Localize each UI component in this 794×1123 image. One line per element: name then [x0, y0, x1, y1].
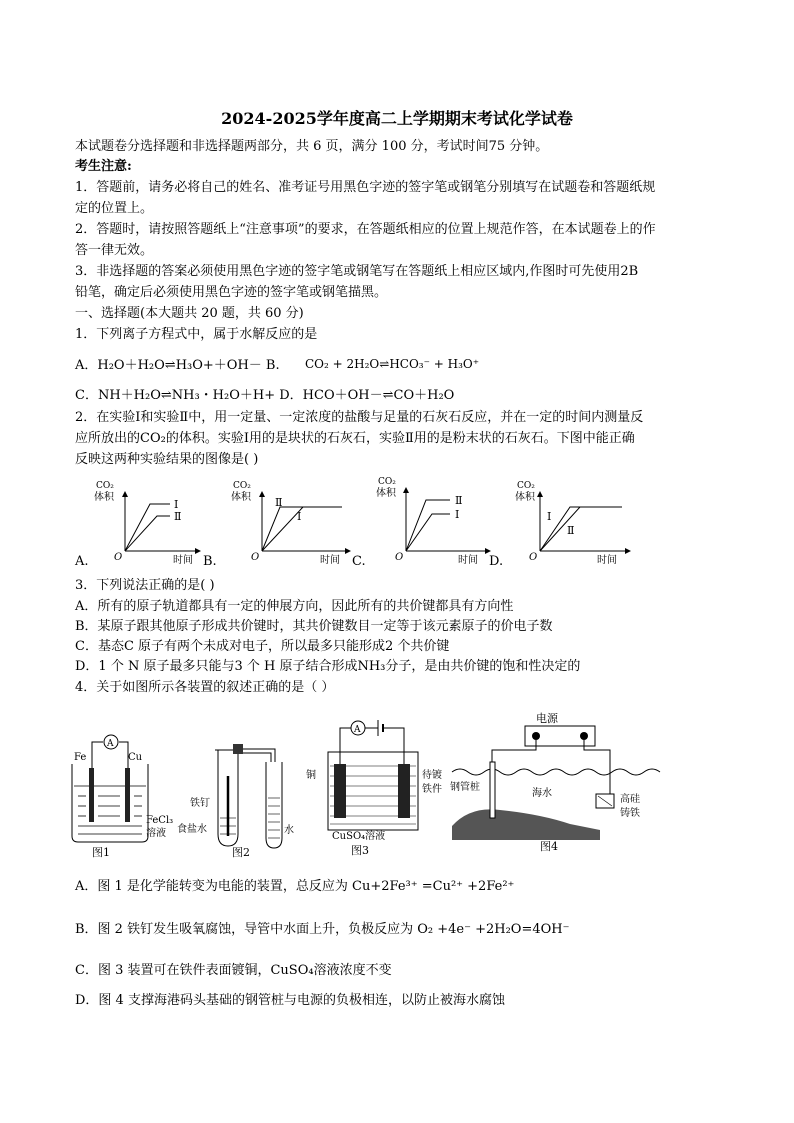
q3-option-b: B．某原子跟其他原子形成共价键时，其共价键数目一定等于该元素原子的价电子数	[75, 619, 553, 634]
ammeter-label: A	[354, 725, 361, 735]
q2-graphs	[70, 476, 690, 572]
q2-line: 反映这两种实验结果的图像是( )	[75, 452, 259, 467]
q4-figures	[70, 706, 670, 862]
figure-2	[177, 744, 294, 859]
sea-label: 海水	[532, 788, 552, 799]
notice-line: 定的位置上。	[75, 201, 154, 216]
y-label-volume: 体积	[515, 492, 535, 503]
water-label: 水	[284, 825, 294, 836]
q1-option-b: CO₂ + 2H₂O⇌HCO₃⁻ + H₃O⁺	[305, 357, 480, 371]
plating-label: 待镀	[422, 770, 442, 781]
notice-line: 2．答题时，请按照答题纸上“注意事项”的要求，在答题纸相应的位置上规范作答，在本试题卷上的作	[75, 222, 656, 237]
iron-label: 铸铁	[620, 808, 640, 819]
y-label-co2: CO₂	[233, 481, 251, 491]
y-label-volume: 体积	[231, 492, 251, 503]
x-label-time: 时间	[173, 555, 193, 566]
iron-electrode	[398, 764, 410, 818]
salt-water-label: 食盐水	[177, 824, 207, 835]
figure-caption: 图1	[92, 846, 110, 859]
notice-line: 铅笔，确定后必须使用黑色字迹的签字笔或钢笔描黑。	[75, 285, 388, 300]
curve-2-label: Ⅱ	[174, 510, 182, 523]
q1-option-cd: C．NH＋H₂O⇌NH₃・H₂O＋H+ D．HCO＋OH－⇌CO＋H₂O	[75, 388, 455, 403]
q4-option-a: A．图 1 是化学能转变为电能的装置，总反应为 Cu+2Fe³⁺ =Cu²⁺ +2Fe²⁺	[75, 879, 515, 894]
notice-line: 答一律无效。	[75, 243, 154, 258]
origin-label: O	[395, 552, 404, 563]
figure-caption: 图4	[540, 840, 558, 853]
origin-label: O	[529, 552, 538, 563]
cu-electrode	[125, 768, 130, 822]
q2-line: 应所放出的CO₂的体积。实验Ⅰ用的是块状的石灰石，实验Ⅱ用的是粉末状的石灰石。下图中能正确	[75, 431, 635, 446]
plating-label: 铁件	[422, 784, 442, 795]
figure-caption: 图3	[351, 844, 369, 857]
q3-option-a: A．所有的原子轨道都具有一定的伸展方向，因此所有的共价键都具有方向性	[75, 599, 514, 614]
notice-line: 3．非选择题的答案必须使用黑色字迹的签字笔或钢笔写在答题纸上相应区域内,作图时可先使用2B	[75, 264, 639, 279]
solution-label: CuSO₄溶液	[332, 831, 386, 842]
seabed	[452, 809, 600, 840]
curve-2-label: Ⅱ	[275, 496, 283, 509]
ammeter-label: A	[107, 739, 114, 749]
x-label-time: 时间	[320, 555, 340, 566]
q3-option-c: C．基态C 原子有两个未成对电子，所以最多只能形成2 个共价键	[75, 639, 450, 654]
q1-stem: 1．下列离子方程式中，属于水解反应的是	[75, 327, 318, 342]
curve-2	[262, 507, 342, 551]
q2-line: 2．在实验Ⅰ和实验Ⅱ中，用一定量、一定浓度的盐酸与足量的石灰石反应，并在一定的时间内测量反	[75, 410, 644, 425]
copper-label: 铜	[306, 770, 316, 781]
q1-option-a: A．H₂O＋H₂O⇌H₃O+＋OH－ B.	[75, 358, 280, 373]
steel-pile	[490, 762, 495, 818]
notice-heading: 考生注意:	[75, 159, 132, 174]
curve-1-label: Ⅰ	[547, 510, 552, 523]
pile-label: 钢管桩	[450, 782, 480, 793]
curve-1	[406, 514, 450, 551]
figure-caption: 图2	[232, 846, 250, 859]
y-label-volume: 体积	[376, 488, 396, 499]
curve-1	[540, 507, 622, 551]
y-label-co2: CO₂	[96, 481, 114, 491]
notice-line: 1．答题前，请务必将自己的姓名、准考证号用黑色字迹的签字笔或钢笔分别填写在试题卷和答题纸规	[75, 180, 656, 195]
curve-2	[406, 500, 450, 551]
intro-text: 本试题卷分选择题和非选择题两部分，共 6 页，满分 100 分，考试时间75 分钟。	[75, 139, 549, 154]
y-label-volume: 体积	[94, 492, 114, 503]
graph-c	[352, 477, 490, 569]
graph-a-label: A.	[75, 554, 89, 569]
curve-1-label: Ⅰ	[455, 508, 460, 521]
graph-c-label: C.	[352, 554, 366, 569]
x-label-time: 时间	[458, 555, 478, 566]
y-label-co2: CO₂	[517, 481, 535, 491]
origin-label: O	[251, 552, 260, 563]
q4-option-d: D．图 4 支撑海港码头基础的钢管桩与电源的负极相连，以防止被海水腐蚀	[75, 993, 505, 1008]
fe-label: Fe	[74, 752, 87, 763]
solution-label: 溶液	[146, 828, 166, 839]
curve-1-label: Ⅰ	[297, 510, 302, 523]
iron-label: 高硅	[620, 794, 640, 805]
y-label-co2: CO₂	[378, 477, 396, 487]
curve-2-label: Ⅱ	[455, 494, 463, 507]
q4-option-c: C．图 3 装置可在铁件表面镀铜，CuSO₄溶液浓度不变	[75, 963, 392, 978]
section-heading: 一、选择题(本大题共 20 题，共 60 分)	[75, 306, 304, 321]
origin-label: O	[114, 552, 123, 563]
q4-option-b: B．图 2 铁钉发生吸氧腐蚀，导管中水面上升，负极反应为 O₂ +4e⁻ +2H₂O=4OH⁻	[75, 922, 570, 937]
nail-label: 铁钉	[190, 798, 210, 809]
curve-2	[125, 516, 170, 551]
solution-label: FeCl₃	[146, 815, 174, 826]
figure-3	[306, 720, 442, 857]
q4-stem: 4．关于如图所示各装置的叙述正确的是（ ）	[75, 680, 335, 695]
figure-1	[72, 735, 173, 859]
figure-4	[450, 711, 660, 853]
curve-1-label: Ⅰ	[174, 498, 179, 511]
graph-b	[203, 481, 350, 569]
cu-label: Cu	[128, 752, 143, 763]
curve-2-label: Ⅱ	[567, 524, 575, 537]
q3-stem: 3．下列说法正确的是( )	[75, 578, 215, 593]
exam-title: 2024-2025学年度高二上学期期末考试化学试卷	[221, 109, 573, 128]
fe-electrode	[89, 768, 94, 822]
q3-option-d: D．1 个 N 原子最多只能与3 个 H 原子结合形成NH₃分子，是由共价键的饱和性决定的	[75, 659, 581, 674]
graph-d-label: D.	[489, 554, 504, 569]
power-label: 电源	[536, 712, 558, 725]
graph-d	[489, 481, 630, 569]
x-label-time: 时间	[597, 555, 617, 566]
graph-b-label: B.	[203, 554, 217, 569]
copper-electrode	[334, 764, 346, 818]
graph-a	[74, 481, 200, 569]
